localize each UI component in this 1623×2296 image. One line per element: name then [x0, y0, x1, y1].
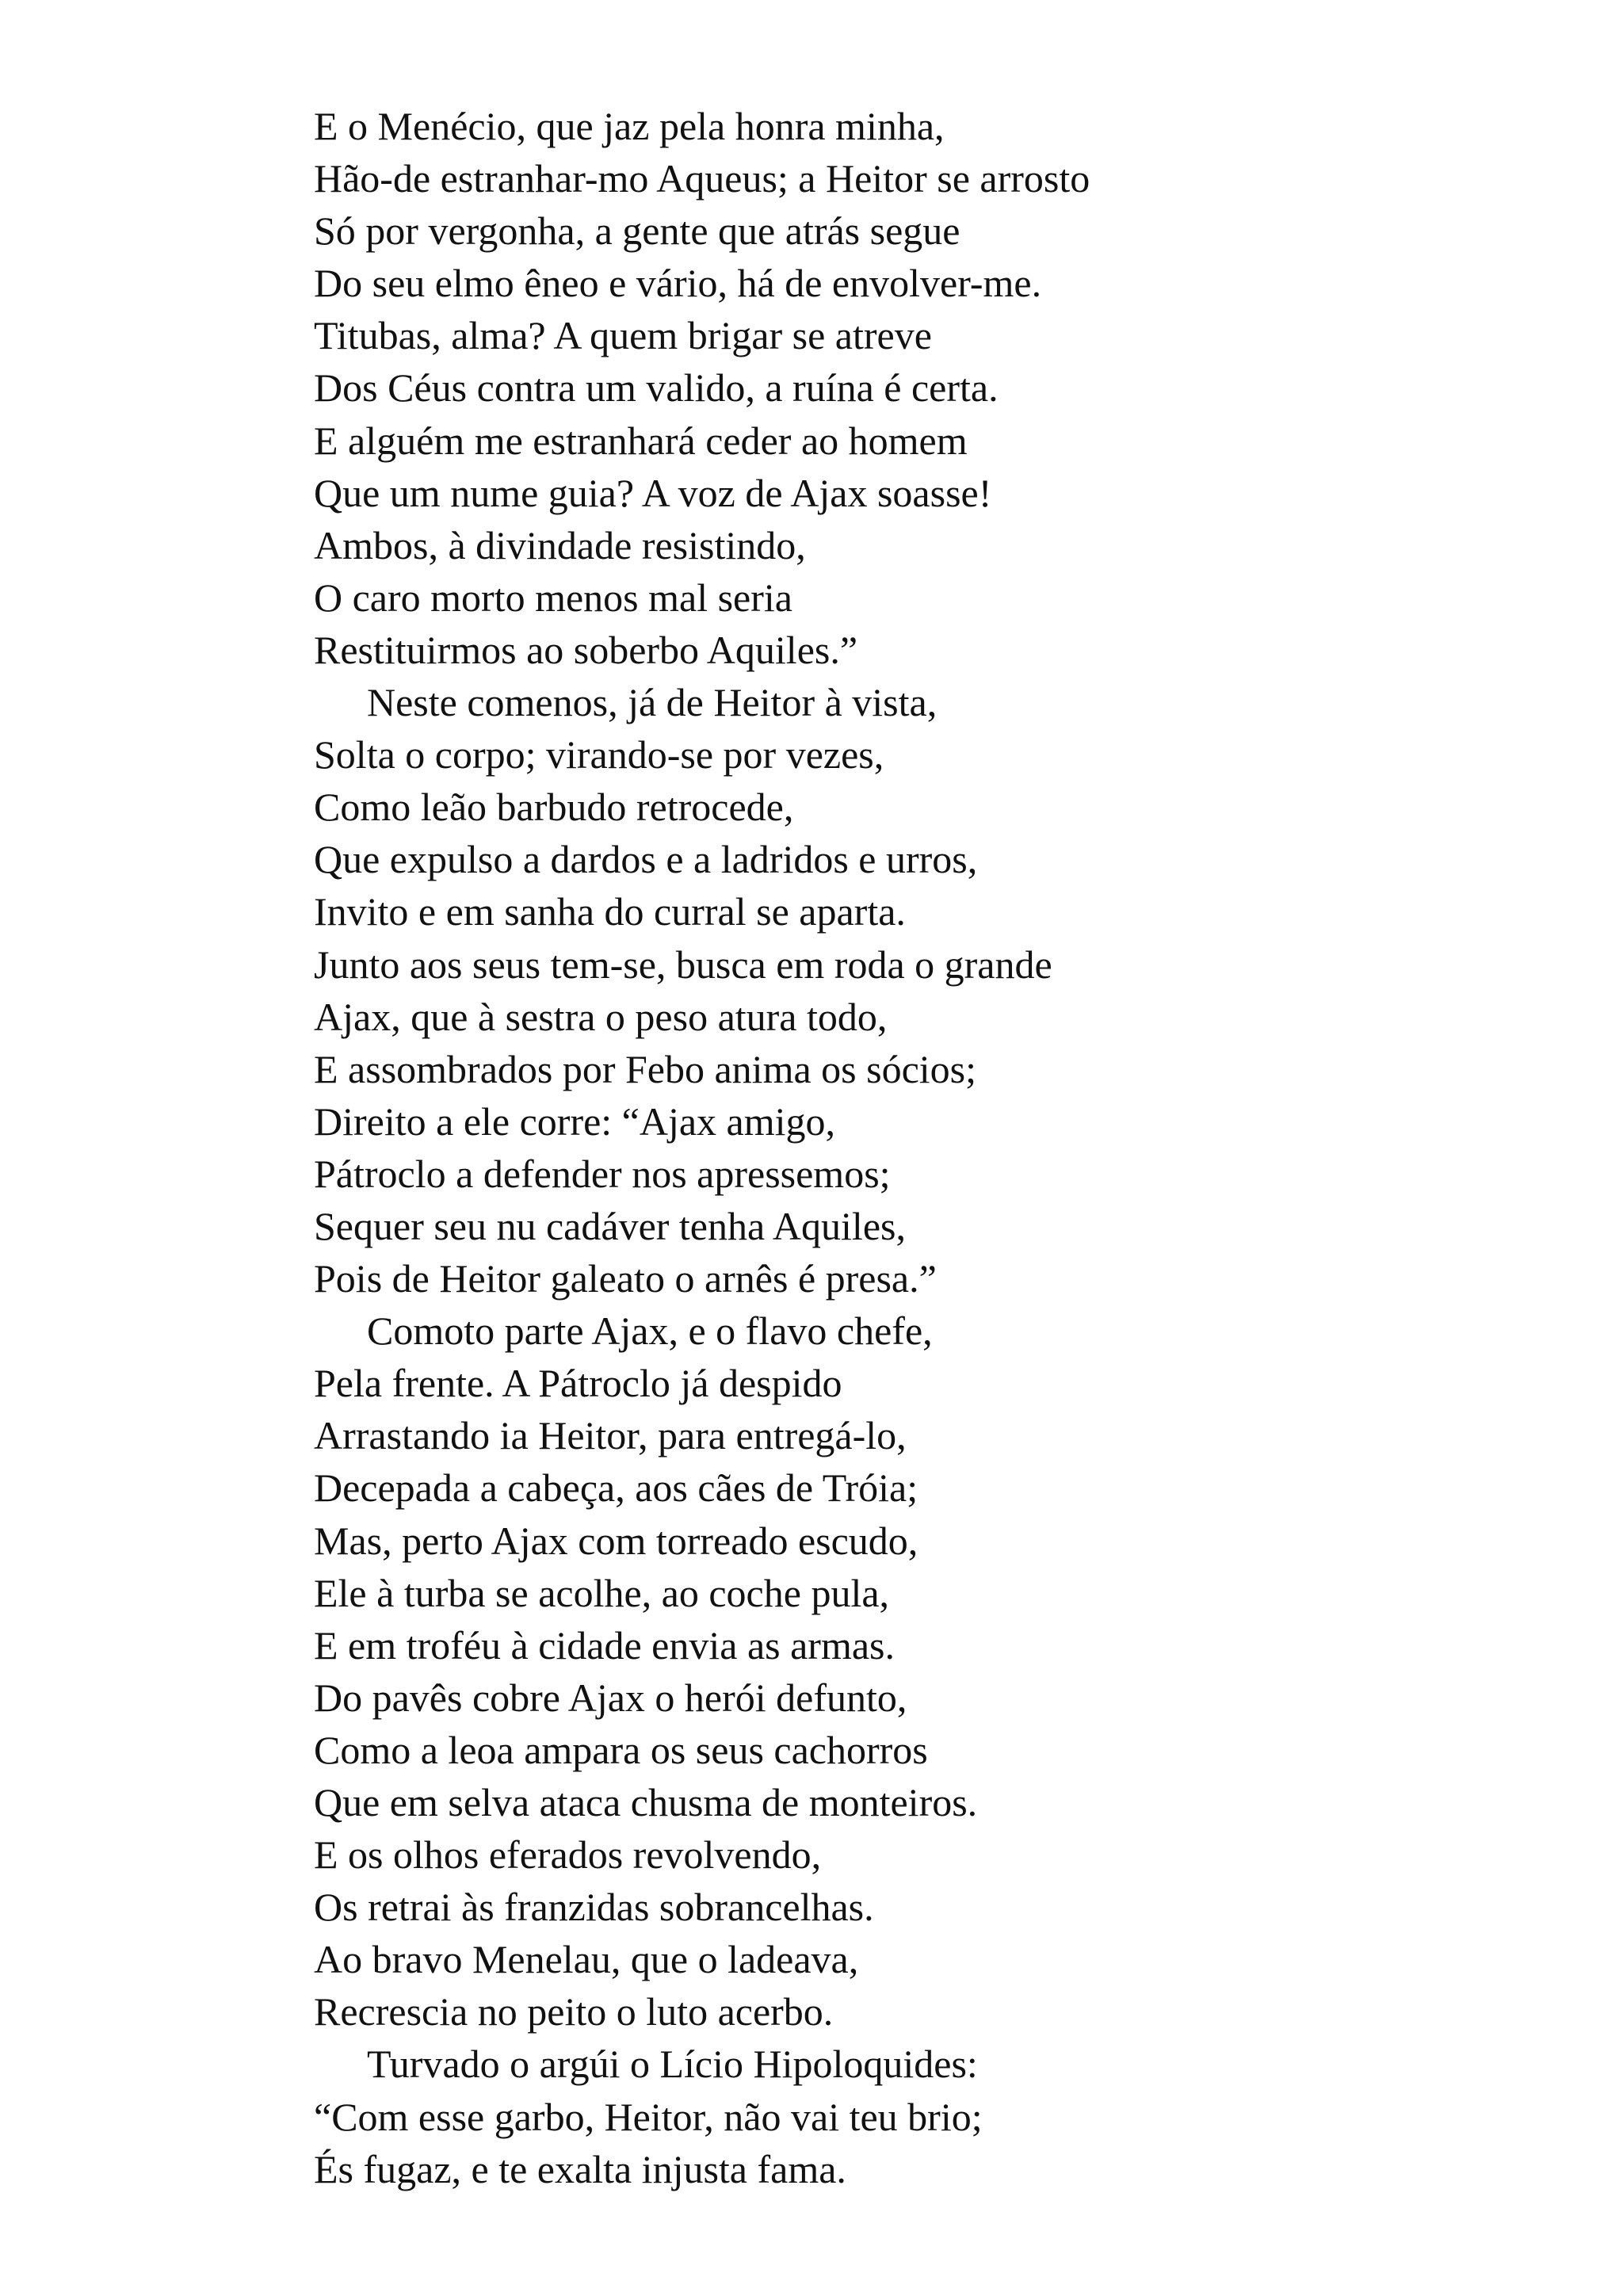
verse-line: Sequer seu nu cadáver tenha Aquiles, — [314, 1203, 906, 1248]
poem-text — [314, 100, 1550, 2195]
verse-line: E alguém me estranhará ceder ao homem — [314, 418, 968, 463]
verse-line: E assombrados por Febo anima os sócios; — [314, 1046, 977, 1091]
verse-line: Solta o corpo; virando-se por vezes, — [314, 732, 884, 777]
verse-line: Do seu elmo êneo e vário, há de envolver-me. — [314, 261, 1042, 306]
verse-line: Turvado o argúi o Lício Hipoloquides: — [367, 2042, 978, 2087]
verse-line: Pela frente. A Pátroclo já despido — [314, 1361, 842, 1406]
verse-line: Que em selva ataca chusma de monteiros. — [314, 1780, 978, 1824]
verse-line: Junto aos seus tem-se, busca em roda o grande — [314, 942, 1052, 987]
verse-line: Ele à turba se acolhe, ao coche pula, — [314, 1570, 890, 1615]
verse-line: Ambos, à divindade resistindo, — [314, 522, 806, 567]
verse-line: Ajax, que à sestra o peso atura todo, — [314, 994, 888, 1039]
verse-line: E o Menécio, que jaz pela honra minha, — [314, 104, 945, 148]
verse-line: Mas, perto Ajax com torreado escudo, — [314, 1518, 918, 1563]
verse-line: Do pavês cobre Ajax o herói defunto, — [314, 1675, 907, 1720]
verse-line: E em troféu à cidade envia as armas. — [314, 1622, 895, 1668]
verse-line: Os retrai às franzidas sobrancelhas. — [314, 1885, 874, 1930]
verse-line: Restituirmos ao soberbo Aquiles.” — [314, 627, 858, 672]
verse-line: Arrastando ia Heitor, para entregá-lo, — [314, 1413, 907, 1458]
verse-line: Decepada a cabeça, aos cães de Tróia; — [314, 1465, 918, 1511]
verse-line: Só por vergonha, a gente que atrás segue — [314, 208, 960, 254]
verse-line: E os olhos eferados revolvendo, — [314, 1832, 822, 1878]
verse-line: Neste comenos, já de Heitor à vista, — [367, 680, 938, 725]
verse-line: Que expulso a dardos e a ladridos e urros, — [314, 837, 978, 882]
verse-line: O caro morto menos mal seria — [314, 575, 792, 620]
verse-line: Ao bravo Menelau, que o ladeava, — [314, 1937, 859, 1982]
verse-line: Invito e em sanha do curral se aparta. — [314, 889, 906, 934]
verse-line: Comoto parte Ajax, e o flavo chefe, — [367, 1308, 933, 1354]
verse-line: Hão-de estranhar-mo Aqueus; a Heitor se arrosto — [314, 156, 1090, 201]
verse-line: Como a leoa ampara os seus cachorros — [314, 1727, 928, 1772]
verse-line: Titubas, alma? A quem brigar se atreve — [314, 313, 932, 358]
verse-line: Que um nume guia? A voz de Ajax soasse! — [314, 470, 992, 515]
verse-line: “Com esse garbo, Heitor, não vai teu brio; — [314, 2094, 983, 2139]
verse-line: Direito a ele corre: “Ajax amigo, — [314, 1098, 836, 1144]
verse-line: És fugaz, e te exalta injusta fama. — [314, 2146, 846, 2191]
verse-line: Recrescia no peito o luto acerbo. — [314, 1989, 834, 2034]
verse-line: Como leão barbudo retrocede, — [314, 785, 794, 830]
verse-line: Pois de Heitor galeato o arnês é presa.” — [314, 1256, 937, 1301]
verse-line: Dos Céus contra um valido, a ruína é certa. — [314, 365, 999, 411]
verse-line: Pátroclo a defender nos apressemos; — [314, 1151, 891, 1196]
